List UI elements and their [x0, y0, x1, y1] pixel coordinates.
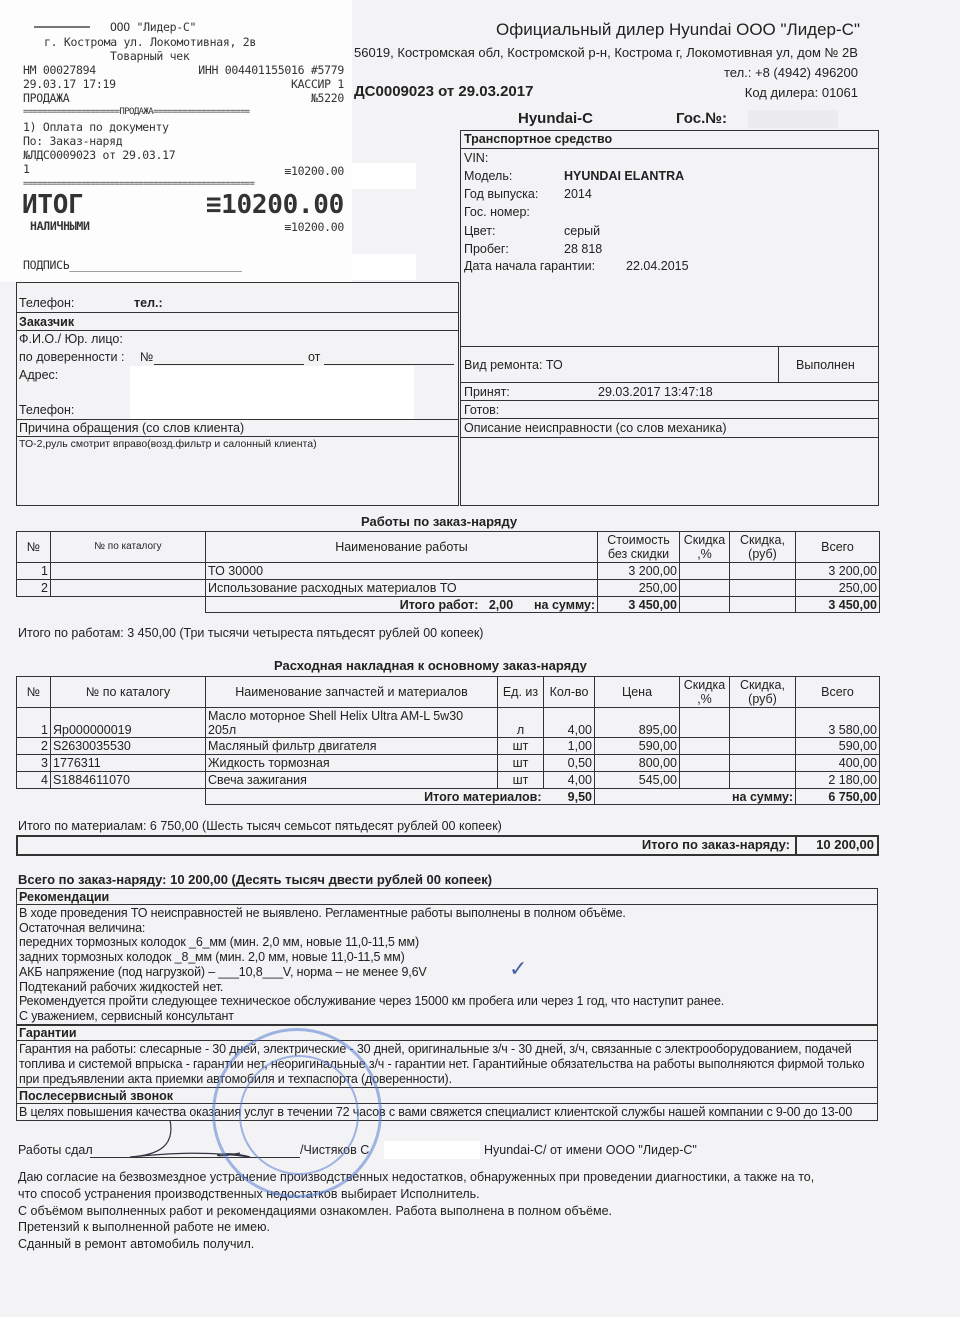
works-total-label: Итого работ: — [399, 597, 479, 612]
cell — [730, 563, 796, 580]
warranty-start-value: 22.04.2015 — [626, 259, 689, 273]
warranty-start-label: Дата начала гарантии: — [464, 259, 596, 273]
col-header: Наименование работы — [206, 532, 598, 563]
receipt-sale: ПРОДАЖА — [23, 91, 70, 105]
dealer-phone: тел.: +8 (4942) 496200 — [723, 65, 858, 80]
accepted-label: Принят: — [464, 385, 510, 399]
recommendations-title: Рекомендации — [17, 889, 877, 905]
status: Выполнен — [796, 358, 855, 372]
plate-field-label: Гос. номер: — [464, 205, 530, 219]
year-value: 2014 — [564, 187, 592, 201]
col-header: Скидка ,% — [680, 677, 730, 708]
footer-line: Претензий к выполненной работе не имею. — [18, 1220, 270, 1235]
customer-name-label: Ф.И.О./ Юр. лицо: — [19, 332, 123, 346]
works-table — [16, 531, 880, 613]
materials-total-row — [17, 789, 880, 805]
repair-type: Вид ремонта: ТО — [464, 358, 563, 372]
cell: 3 — [17, 755, 51, 772]
footer-lines — [18, 1169, 878, 1252]
cell: 4,00 — [544, 708, 595, 738]
redaction — [384, 1141, 480, 1159]
customer-title: Заказчик — [19, 315, 75, 329]
works-summary: Итого по работам: 3 450,00 (Три тысячи четыреста пятьдесят рублей 00 копеек) — [18, 626, 484, 640]
call-title: Послесервисный звонок — [17, 1088, 877, 1104]
recommendation-line: С уважением, сервисный консультант — [19, 1008, 234, 1023]
footer-line: С объёмом выполненных работ и рекомендациями ознакомлен. Работа выполнена в полном объёме. — [18, 1203, 612, 1218]
address-label: Адрес: — [19, 368, 59, 382]
grand-total-summary: Всего по заказ-наряду: 10 200,00 (Десять тысяч двести рублей 00 копеек) — [18, 872, 493, 887]
grand-total-label: Итого по заказ-наряду: — [641, 837, 790, 852]
materials-total: 6 750,00 — [796, 789, 880, 805]
receipt-line: По: Заказ-наряд — [23, 134, 123, 148]
works-total-qty: 2,00 — [488, 597, 514, 612]
cell: 800,00 — [595, 755, 680, 772]
cell: 545,00 — [595, 772, 680, 789]
color-label: Цвет: — [464, 224, 496, 238]
recommendation-line: задних тормозных колодок _8_мм (мин. 2,0 мм, новые 11,0-11,5 мм) — [19, 950, 405, 965]
signer-name: /Чистяков С — [300, 1143, 370, 1158]
year-label: Год выпуска: — [464, 187, 539, 201]
phone2-label: Телефон: — [19, 403, 75, 417]
receipt-signature: ПОДПИСЬ__________________________ — [23, 258, 242, 272]
receipt-hm: НМ 00027894 — [23, 63, 96, 77]
receipt-cash: ≡10200.00 — [284, 220, 344, 234]
plate-label: Гос.№: — [676, 110, 727, 127]
cell: 0,50 — [544, 755, 595, 772]
cell: 2 — [17, 738, 51, 755]
proxy-label: по доверенности : — [19, 350, 125, 364]
recommendation-line: Рекомендуется пройти следующее техническое обслуживание через 15000 км пробега или через 1 год, что наступит ранее. — [19, 994, 725, 1009]
footer-line: Сданный в ремонт автомобиль получил. — [18, 1236, 255, 1251]
cell: 250,00 — [796, 580, 880, 597]
cell — [680, 563, 730, 580]
cell: 1 — [17, 563, 51, 580]
cell: 2 180,00 — [796, 772, 880, 789]
cell: S2630035530 — [51, 738, 206, 755]
mileage-value: 28 818 — [564, 242, 603, 256]
receipt-line: 1) Оплата по документу — [23, 120, 169, 134]
receipt-qty: 1 — [23, 162, 30, 176]
col-header: № — [17, 677, 51, 708]
cell — [51, 563, 206, 580]
cell: 3 200,00 — [796, 563, 880, 580]
table-row — [17, 772, 880, 789]
cell: 2 — [17, 580, 51, 597]
cell: Свеча зажигания — [206, 772, 498, 789]
call-text: В целях повышения качества оказания услуг в течении 72 часов с вами свяжется специалист клиентской службы нашей компании с 9-00 до 13-00 — [19, 1104, 853, 1119]
col-header: № по каталогу — [51, 677, 206, 708]
cash-receipt — [0, 0, 352, 282]
col-header: Скидка, (руб) — [730, 677, 796, 708]
redacted-address — [130, 366, 414, 420]
receipt-company: ООО "Лидер-С" — [110, 20, 197, 34]
receipt-total: ≡10200.00 — [205, 190, 344, 220]
proxy-from-label: от — [308, 350, 321, 364]
cell: Масляный фильтр двигателя — [206, 738, 498, 755]
receipt-address: г. Кострома ул. Локомотивная, 2в — [44, 35, 256, 49]
cell: 1776311 — [51, 755, 206, 772]
cell: 205л — [208, 722, 237, 737]
col-header: Ед. из — [498, 677, 544, 708]
warranty-text: Гарантия на работы: слесарные - 30 дней, электрические - 30 дней, оригинальные з/ч - 30 дней, з/ч, связанные с электрооборудованием, подачей топлива и системой впрыска - гарантии нет, неоригинальные з/ч - гарантии нет. Гарантийные обязательства на работы выполняются фирмой только при предъявлении акта приемки автомобиля и техпаспорта (доверенности). — [19, 1042, 865, 1086]
footer-line: что способ устранения производственных недостатков выбирает Исполнитель. — [18, 1187, 480, 1202]
lower-section — [16, 888, 878, 1252]
materials-total-label: Итого материалов: — [206, 789, 544, 805]
cell — [680, 580, 730, 597]
cell: ТО 30000 — [206, 563, 598, 580]
footer-line: Даю согласие на безвозмездное устранение производственных недостатков, обнаруженных при проведении диагностики, а также на то, — [18, 1170, 815, 1185]
cell: 1 — [17, 708, 51, 738]
receipt-total-label: ИТОГ — [22, 190, 84, 220]
receipt-cashier: КАССИР 1 — [291, 77, 344, 91]
works-sum-label: на сумму: — [534, 597, 595, 612]
cell: 590,00 — [796, 738, 880, 755]
receipt-datetime: 29.03.17 17:19 — [23, 77, 116, 91]
cell — [730, 580, 796, 597]
check-mark-icon: ✓ — [509, 956, 528, 982]
col-header: Цена — [595, 677, 680, 708]
cell — [51, 580, 206, 597]
reason-label: Причина обращения (со слов клиента) — [19, 421, 245, 435]
table-row — [17, 738, 880, 755]
works-title: Работы по заказ-наряду — [361, 514, 518, 529]
signature-row — [16, 1135, 878, 1165]
vehicle-title: Транспортное средство — [464, 132, 613, 146]
col-header: № по каталогу — [51, 532, 206, 563]
cell: шт — [498, 755, 544, 772]
cell: Жидкость тормозная — [206, 755, 498, 772]
cell: шт — [498, 772, 544, 789]
redaction — [352, 254, 416, 280]
cell: S1884611070 — [51, 772, 206, 789]
receipt-inn: ИНН 004401155016 #5779 — [198, 63, 344, 77]
receipt-divider: ====================ПРОДАЖА==================== — [23, 107, 250, 117]
cell: Использование расходных материалов ТО — [206, 580, 598, 597]
works-total-cost: 3 450,00 — [598, 597, 680, 613]
receipt-line-amount: ≡10200.00 — [284, 164, 344, 178]
cell: 4,00 — [544, 772, 595, 789]
warranty-title: Гарантии — [17, 1025, 877, 1041]
receipt-line: №ЛДС0009023 от 29.03.17 — [23, 148, 176, 162]
receipt-title: Товарный чек — [110, 49, 190, 63]
cell: Масло моторное Shell Helix Ultra AM-L 5w30 — [208, 708, 464, 723]
cell: 3 580,00 — [796, 708, 880, 738]
model-label: Модель: — [464, 169, 513, 183]
cell: шт — [498, 738, 544, 755]
col-header: Скидка ,% — [680, 532, 730, 563]
grand-total-value: 10 200,00 — [816, 837, 874, 852]
materials-total-qty: 9,50 — [544, 789, 595, 805]
brand: Hyundai-C — [518, 110, 593, 127]
works-total-row — [17, 597, 880, 613]
cell: 895,00 — [595, 708, 680, 738]
recommendation-line: В ходе проведения ТО неисправностей не выявлено. Регламентные работы выполнены в полном объёме. — [19, 906, 626, 920]
table-row — [17, 755, 880, 772]
materials-table — [16, 676, 880, 805]
proxy-number-label: № — [140, 350, 154, 364]
order-number: ДС0009023 от 29.03.2017 — [354, 83, 534, 100]
phone-label: Телефон: — [19, 296, 75, 310]
works-total: 3 450,00 — [796, 597, 880, 613]
model-value: HYUNDAI ELANTRA — [564, 169, 685, 183]
col-header: Всего — [796, 677, 880, 708]
cell: Яр000000019 — [51, 708, 206, 738]
redacted-plate — [748, 110, 838, 128]
recommendation-line: Остаточная величина: — [19, 920, 146, 935]
reason-text: ТО-2,руль смотрит вправо(возд.фильтр и салонный клиента) — [19, 438, 317, 450]
materials-sum-label: на сумму: — [595, 789, 796, 805]
materials-summary: Итого по материалам: 6 750,00 (Шесть тысяч семьсот пятьдесят рублей 00 копеек) — [18, 819, 502, 833]
warranty-section — [16, 1024, 878, 1088]
done-by-label: Работы сдал — [18, 1143, 93, 1158]
receipt-number: №5220 — [310, 91, 344, 105]
ready-label: Готов: — [464, 403, 500, 417]
color-value: серый — [564, 224, 601, 238]
col-header: Скидка, (руб) — [730, 532, 796, 563]
materials-title: Расходная накладная к основному заказ-наряду — [274, 658, 587, 673]
dealer-title: Официальный дилер Hyundai ООО "Лидер-С" — [496, 20, 860, 39]
cell: 1,00 — [544, 738, 595, 755]
cell: 400,00 — [796, 755, 880, 772]
redaction — [352, 163, 416, 189]
vin-label: VIN: — [464, 151, 489, 165]
mileage-label: Пробег: — [464, 242, 509, 256]
col-header: № — [17, 532, 51, 563]
cell: л — [498, 708, 544, 738]
cell: 250,00 — [598, 580, 680, 597]
phone-prefix: тел.: — [134, 296, 163, 310]
on-behalf: Hyundai-C/ от имени ООО "Лидер-С" — [484, 1143, 697, 1158]
col-header: Наименование запчастей и материалов — [206, 677, 498, 708]
col-header: Всего — [796, 532, 880, 563]
recommendations-section — [16, 888, 878, 1026]
receipt-cash-label: НАЛИЧНЫМИ — [30, 219, 90, 233]
dealer-address: 56019, Костромская обл, Костромской р-н, Кострома г, Локомотивная ул, дом № 2В — [354, 45, 858, 60]
accepted-value: 29.03.2017 13:47:18 — [598, 385, 713, 399]
col-header: Кол-во — [544, 677, 595, 708]
cell: 4 — [17, 772, 51, 789]
table-row — [17, 580, 880, 597]
receipt-divider: ================================================ — [23, 179, 255, 189]
fault-label: Описание неисправности (со слов механика) — [464, 421, 727, 435]
cell: 3 200,00 — [598, 563, 680, 580]
cell: 590,00 — [595, 738, 680, 755]
col-header: Стоимость без скидки — [598, 532, 680, 563]
dealer-code: Код дилера: 01061 — [744, 85, 858, 100]
signature-icon — [90, 1115, 300, 1165]
recommendation-line: передних тормозных колодок _6_мм (мин. 2,0 мм, новые 11,0-11,5 мм) — [19, 935, 419, 950]
recommendation-line: АКБ напряжение (под нагрузкой) – ___10,8___V, норма – не менее 9,6V — [19, 964, 427, 979]
table-row — [17, 563, 880, 580]
recommendation-line: Подтеканий рабочих жидкостей нет. — [19, 979, 224, 994]
table-row — [17, 708, 880, 738]
